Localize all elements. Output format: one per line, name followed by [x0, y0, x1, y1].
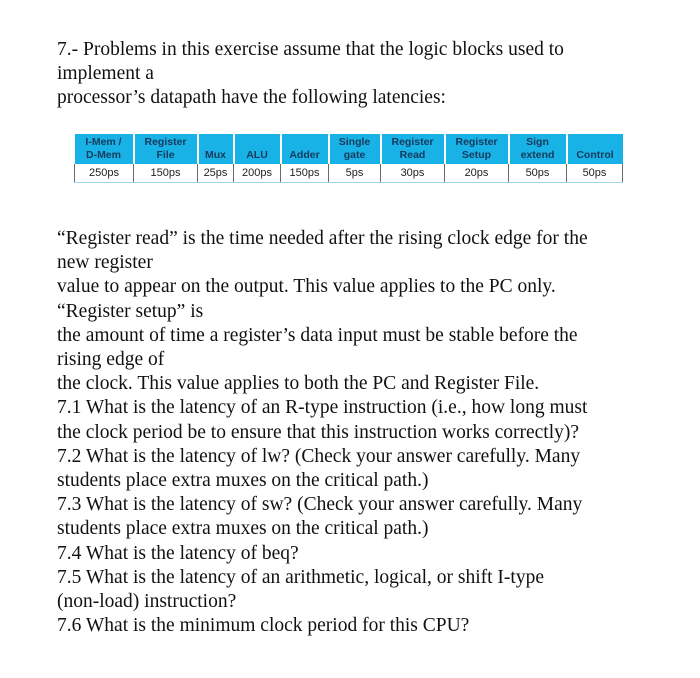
value-sign-extend: 50ps: [509, 164, 567, 183]
intro-line: 7.- Problems in this exercise assume that the logic blocks used to: [57, 39, 564, 60]
problem-intro: [57, 38, 657, 110]
value-alu: 200ps: [234, 164, 281, 183]
table-row: [75, 164, 623, 183]
question-7-5: 7.5 What is the latency of an arithmetic, logical, or shift I-type: [57, 566, 544, 588]
question-7-2: 7.2 What is the latency of lw? (Check your answer carefully. Many: [57, 445, 581, 467]
body-line: “Register read” is the time needed after the rising clock edge for the: [57, 228, 588, 249]
value-register-setup: 20ps: [445, 164, 509, 183]
value-control: 50ps: [567, 164, 623, 183]
intro-line: implement a: [57, 63, 154, 84]
problem-body: [57, 227, 667, 638]
header-mux: Mux: [198, 134, 234, 164]
body-line: students place extra muxes on the critical path.): [57, 470, 429, 492]
header-control: Control: [567, 134, 623, 164]
latency-table: [74, 134, 623, 183]
value-single-gate: 5ps: [329, 164, 381, 183]
body-line: (non-load) instruction?: [57, 591, 237, 613]
value-mux: 25ps: [198, 164, 234, 183]
value-register-read: 30ps: [381, 164, 445, 183]
header-alu: ALU: [234, 134, 281, 164]
question-7-1: 7.1 What is the latency of an R-type instruction (i.e., how long must: [57, 397, 588, 419]
header-sign-extend: Sign extend: [509, 134, 567, 164]
body-line: value to appear on the output. This value applies to the PC only.: [57, 276, 556, 298]
body-line: “Register setup” is: [57, 300, 204, 322]
body-line: rising edge of: [57, 349, 165, 371]
header-register-file: Register File: [134, 134, 198, 164]
header-register-setup: Register Setup: [445, 134, 509, 164]
body-line: the clock period be to ensure that this instruction works correctly)?: [57, 421, 580, 443]
body-line: students place extra muxes on the critical path.): [57, 518, 429, 540]
table-header-row: [75, 134, 623, 164]
body-line: the clock. This value applies to both the PC and Register File.: [57, 373, 540, 395]
value-adder: 150ps: [281, 164, 329, 183]
header-register-read: Register Read: [381, 134, 445, 164]
value-imem-dmem: 250ps: [75, 164, 134, 183]
value-register-file: 150ps: [134, 164, 198, 183]
body-line: new register: [57, 252, 153, 274]
question-7-3: 7.3 What is the latency of sw? (Check your answer carefully. Many: [57, 494, 583, 516]
header-adder: Adder: [281, 134, 329, 164]
question-7-6: 7.6 What is the minimum clock period for this CPU?: [57, 615, 470, 637]
header-single-gate: Single gate: [329, 134, 381, 164]
question-7-4: 7.4 What is the latency of beq?: [57, 542, 299, 564]
intro-line: processor’s datapath have the following latencies:: [57, 87, 446, 108]
header-imem-dmem: I-Mem / D-Mem: [75, 134, 134, 164]
body-line: the amount of time a register’s data input must be stable before the: [57, 324, 578, 346]
